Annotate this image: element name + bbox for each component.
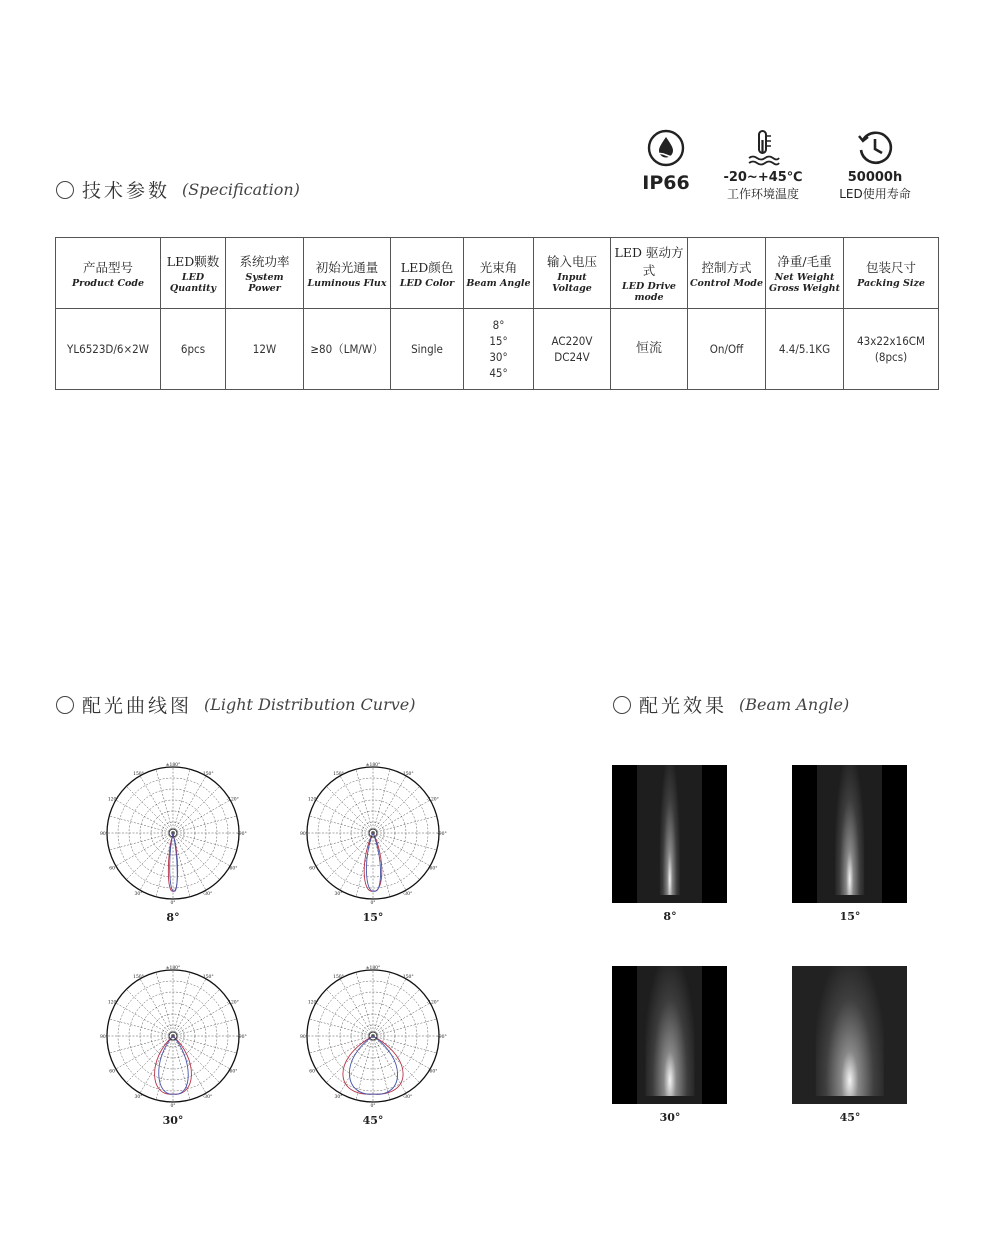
polar-angle-label: 45° — [362, 1114, 384, 1127]
curve-title-en: (Light Distribution Curve) — [204, 695, 416, 714]
cell-control: On/Off — [688, 309, 766, 390]
ip-rating: IP66 — [642, 172, 690, 194]
beam-angle-label: 30° — [659, 1111, 681, 1124]
beam-angle-label: 15° — [839, 910, 861, 923]
polar-tick-label: 30° — [334, 891, 343, 897]
header-packing: 包装尺寸 Packing Size — [844, 238, 939, 309]
spec-section-title — [56, 176, 300, 203]
polar-tick-label: ±180° — [165, 763, 181, 768]
polar-tick-label: -150° — [201, 772, 214, 778]
beam-photo — [612, 765, 727, 903]
polar-tick-label: -30° — [202, 1094, 213, 1100]
polar-tick-label: -120° — [426, 797, 439, 803]
polar-tick-label: -90° — [437, 832, 447, 837]
polar-tick-label: 60° — [309, 866, 318, 872]
polar-tick-label: -30° — [402, 1094, 413, 1100]
temperature-label: 工作环境温度 — [726, 187, 799, 201]
header-color: LED颜色 LED Color — [391, 238, 464, 309]
cell-product-code: YL6523D/6×2W — [56, 309, 161, 390]
beam-angle-label: 45° — [839, 1111, 861, 1124]
polar-chart — [300, 763, 447, 906]
spec-header-row — [56, 238, 939, 309]
distribution-curve — [159, 1036, 189, 1094]
spec-title-en: (Specification) — [182, 180, 300, 199]
polar-chart — [100, 966, 247, 1109]
polar-tick-label: 0° — [170, 901, 176, 906]
cell-flux: ≥80（LM/W） — [304, 309, 391, 390]
lifetime-value: 50000h — [847, 170, 903, 185]
feature-badges — [620, 128, 930, 208]
polar-tick-label: -90° — [237, 1035, 247, 1040]
polar-tick-label: -60° — [228, 866, 238, 872]
cell-power: 12W — [226, 309, 304, 390]
header-flux: 初始光通量 Luminous Flux — [304, 238, 391, 309]
polar-tick-label: 30° — [134, 891, 143, 897]
beam-section-title — [613, 691, 849, 718]
polar-tick-label: 90° — [100, 832, 108, 837]
cell-drive: 恒流 — [611, 309, 688, 390]
spec-title-cn: 技术参数 — [82, 180, 171, 202]
temperature-badge — [708, 128, 818, 202]
polar-tick-label: ±180° — [365, 966, 381, 971]
circle-bullet-icon — [56, 181, 74, 199]
polar-tick-label: -90° — [237, 832, 247, 837]
circle-bullet-icon — [613, 696, 631, 714]
polar-tick-label: -30° — [202, 891, 213, 897]
table-row — [56, 309, 939, 390]
header-product-code: 产品型号 Product Code — [56, 238, 161, 309]
polar-tick-label: 150° — [133, 975, 144, 981]
polar-tick-label: -120° — [226, 1000, 239, 1006]
polar-tick-label: 0° — [170, 1104, 176, 1109]
cell-voltage: AC220V DC24V — [534, 309, 611, 390]
cell-led-qty: 6pcs — [161, 309, 226, 390]
polar-tick-label: 30° — [334, 1094, 343, 1100]
polar-tick-label: -120° — [426, 1000, 439, 1006]
spec-table — [55, 237, 939, 390]
polar-tick-label: -150° — [401, 772, 414, 778]
temperature-range: -20~+45℃ — [723, 170, 803, 185]
beam-photo — [792, 966, 907, 1104]
water-drop-icon — [646, 128, 686, 168]
polar-tick-label: ±180° — [165, 966, 181, 971]
header-drive: LED 驱动方式 LED Drive mode — [611, 238, 688, 309]
polar-tick-label: 60° — [109, 866, 118, 872]
polar-tick-label: 60° — [109, 1069, 118, 1075]
polar-tick-label: -150° — [201, 975, 214, 981]
polar-angle-label: 15° — [362, 911, 384, 924]
polar-tick-label: 60° — [309, 1069, 318, 1075]
polar-angle-label: 30° — [162, 1114, 184, 1127]
polar-tick-label: -120° — [226, 797, 239, 803]
polar-angle-label: 8° — [166, 911, 180, 924]
cell-beam-angle: 8° 15° 30° 45° — [464, 309, 534, 390]
header-power: 系统功率 System Power — [226, 238, 304, 309]
polar-tick-label: 150° — [333, 772, 344, 778]
curve-title-cn: 配光曲线图 — [82, 695, 193, 717]
polar-tick-label: 150° — [333, 975, 344, 981]
polar-tick-label: ±180° — [365, 763, 381, 768]
cell-weight: 4.4/5.1KG — [766, 309, 844, 390]
header-voltage: 输入电压 Input Voltage — [534, 238, 611, 309]
polar-tick-label: -30° — [402, 891, 413, 897]
polar-tick-label: 0° — [370, 901, 376, 906]
circle-bullet-icon — [56, 696, 74, 714]
polar-tick-label: -60° — [428, 1069, 438, 1075]
header-led-qty: LED颗数 LED Quantity — [161, 238, 226, 309]
polar-tick-label: -90° — [437, 1035, 447, 1040]
header-control: 控制方式 Control Mode — [688, 238, 766, 309]
polar-chart — [100, 763, 247, 906]
header-beam-angle: 光束角 Beam Angle — [464, 238, 534, 309]
distribution-curve — [349, 1036, 397, 1094]
clock-icon — [855, 128, 895, 168]
polar-tick-label: 120° — [307, 797, 319, 803]
polar-tick-label: 90° — [100, 1035, 108, 1040]
polar-chart — [300, 966, 447, 1109]
polar-tick-label: -150° — [401, 975, 414, 981]
cell-packing: 43x22x16CM (8pcs) — [844, 309, 939, 390]
curve-section-title — [56, 691, 415, 718]
beam-photo — [612, 966, 727, 1104]
cell-color: Single — [391, 309, 464, 390]
distribution-curve — [366, 833, 380, 891]
polar-tick-label: 120° — [107, 1000, 119, 1006]
polar-tick-label: 30° — [134, 1094, 143, 1100]
polar-tick-label: -60° — [228, 1069, 238, 1075]
thermometer-icon — [743, 128, 783, 168]
polar-tick-label: 90° — [300, 1035, 308, 1040]
polar-tick-label: 120° — [307, 1000, 319, 1006]
beam-title-cn: 配光效果 — [639, 695, 728, 717]
beam-photo — [792, 765, 907, 903]
ip-badge — [611, 128, 721, 194]
header-weight: 净重/毛重 Net Weight Gross Weight — [766, 238, 844, 309]
beam-title-en: (Beam Angle) — [739, 695, 850, 714]
lifetime-badge — [820, 128, 930, 202]
polar-tick-label: 150° — [133, 772, 144, 778]
polar-tick-label: 120° — [107, 797, 119, 803]
polar-tick-label: 0° — [370, 1104, 376, 1109]
polar-tick-label: -60° — [428, 866, 438, 872]
beam-angle-label: 8° — [663, 910, 677, 923]
polar-tick-label: 90° — [300, 832, 308, 837]
lifetime-label: LED使用寿命 — [839, 187, 911, 201]
